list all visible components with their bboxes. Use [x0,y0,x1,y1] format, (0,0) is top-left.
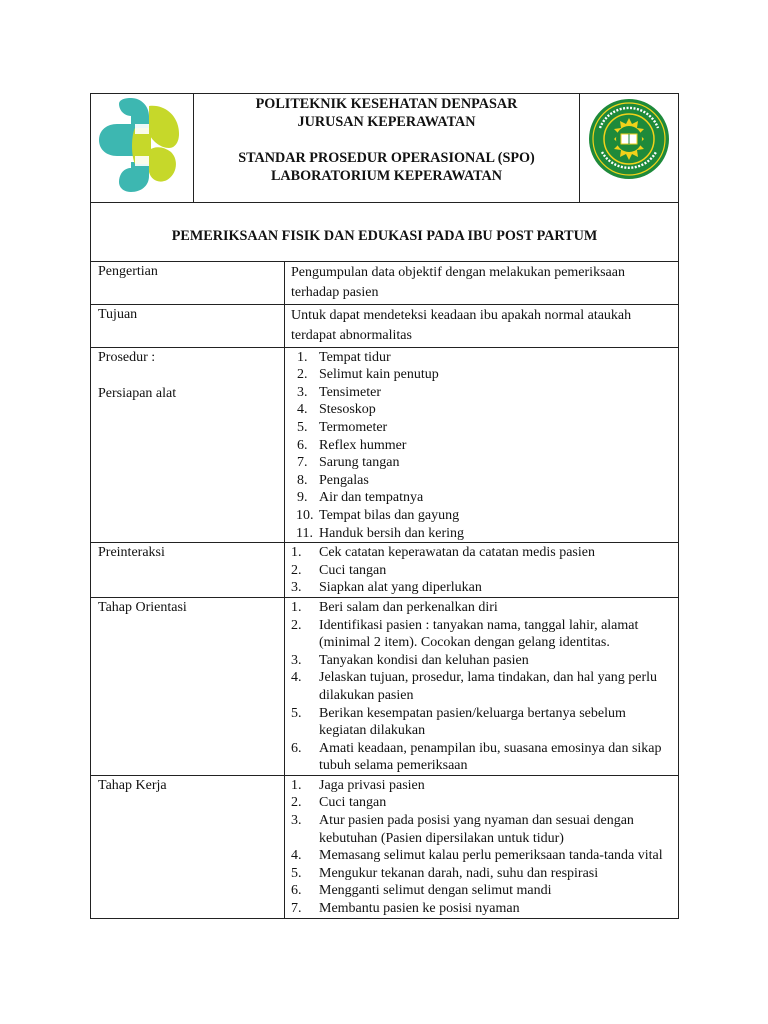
list-item [291,847,674,865]
list-item-text: Sarung tangan [319,455,400,471]
list-item [291,599,674,617]
list-item-number: 2. [291,562,302,578]
department-name: JURUSAN KEPERAWATAN [297,114,476,130]
prosedur-label: Prosedur : [98,349,156,365]
row-tujuan [91,304,679,347]
list-item-text: Cuci tangan [319,562,387,578]
list-item-number: 5. [297,420,308,435]
list-item-text: Mengukur tekanan darah, nadi, suhu dan respirasi [319,865,599,881]
list-item-text: Tensimeter [319,384,381,400]
poltekkes-seal-icon [580,94,679,201]
row-preinteraksi [91,543,679,598]
list-item-number: 1. [297,349,308,365]
preinteraksi-list [291,544,674,597]
list-item-number: 1. [291,599,302,615]
right-logo-cell [580,94,679,203]
label-preinteraksi: Preinteraksi [91,543,285,598]
list-item-text: Identifikasi pasien : tanyakan nama, tanggal lahir, alamat (minimal 2 item). Cocokan dengan gelang identitas. [319,617,639,651]
list-item-text: Amati keadaan, penampilan ibu, suasana emosinya dan sikap tubuh selama pemeriksaan [319,740,662,774]
list-item-text: Tanyakan kondisi dan keluhan pasien [319,652,529,668]
list-item-number: 4. [297,402,308,418]
list-item-text: Membantu pasien ke posisi nyaman [319,901,520,917]
list-item [291,740,674,775]
list-item [291,812,674,847]
list-item-text: Mengganti selimut dengan selimut mandi [319,883,552,899]
list-item-number: 8. [297,472,308,488]
row-pengertian [91,262,679,305]
list-item [291,489,674,507]
list-item [291,705,674,740]
list-item [291,865,674,883]
value-prosedur [285,347,679,543]
list-item-number: 6. [291,883,302,899]
list-item-text: Stesoskop [319,402,376,418]
list-item [291,617,674,652]
list-item [291,669,674,704]
list-item [291,525,674,543]
list-item [291,472,674,490]
list-item [291,437,674,455]
list-item-number: 1. [291,545,302,561]
list-item [291,579,674,597]
document-type: STANDAR PROSEDUR OPERASIONAL (SPO) [238,150,535,166]
list-item-number: 5. [291,705,302,721]
value-tujuan: Untuk dapat mendeteksi keadaan ibu apakah normal ataukah terdapat abnormalitas [285,304,679,347]
persiapan-alat-label: Persiapan alat [98,385,177,401]
list-item-number: 10. [296,507,314,523]
list-item-text: Jaga privasi pasien [319,777,425,793]
list-item-text: Air dan tempatnya [319,490,424,506]
left-logo-cell [91,94,194,203]
list-item-number: 4. [291,848,302,864]
list-item-number: 11. [296,525,313,541]
list-item-text: Cuci tangan [319,795,387,811]
list-item-number: 7. [297,455,308,471]
list-item-number: 6. [291,740,302,756]
label-orientasi: Tahap Orientasi [91,597,285,775]
list-item [291,384,674,402]
list-item-text: Jelaskan tujuan, prosedur, lama tindakan, dan hal yang perlu dilakukan pasien [319,670,658,703]
list-item-number: 2. [297,367,308,383]
list-item-number: 2. [291,617,302,633]
value-orientasi [285,597,679,775]
value-preinteraksi [285,543,679,598]
kerja-list [291,777,674,918]
list-item-text: Tempat bilas dan gayung [319,507,460,523]
label-pengertian: Pengertian [91,262,285,305]
list-item-number: 4. [291,670,302,686]
list-item-text: Cek catatan keperawatan da catatan medis pasien [319,545,595,561]
row-orientasi [91,597,679,775]
kemenkes-logo-icon [91,94,194,201]
unit-name: LABORATORIUM KEPERAWATAN [270,168,503,184]
list-item-number: 3. [291,652,302,668]
list-item-number: 3. [297,384,308,400]
orientasi-list [291,599,674,775]
row-kerja [91,775,679,918]
list-item [291,401,674,419]
list-item-number: 6. [297,437,308,453]
spo-document [90,93,678,919]
list-item [291,349,674,367]
header-text-cell [194,94,580,203]
list-item [291,507,674,525]
institution-name: POLITEKNIK KESEHATAN DENPASAR [255,96,518,112]
list-item [291,794,674,812]
list-item-number: 2. [291,795,302,811]
value-pengertian: Pengumpulan data objektif dengan melakukan pemeriksaan terhadap pasien [285,262,679,305]
equipment-list [291,349,674,543]
label-tujuan: Tujuan [91,304,285,347]
list-item-number: 5. [291,865,302,881]
list-item-text: Tempat tidur [319,349,391,365]
list-item [291,562,674,580]
list-item-text: Termometer [319,420,388,435]
list-item [291,454,674,472]
row-prosedur [91,347,679,543]
list-item [291,419,674,437]
list-item [291,544,674,562]
list-item [291,882,674,900]
list-item-number: 3. [291,580,302,596]
list-item-number: 3. [291,813,302,829]
list-item-text: Beri salam dan perkenalkan diri [319,599,498,615]
list-item-number: 9. [297,490,308,506]
list-item [291,900,674,918]
list-item-text: Pengalas [319,472,369,488]
procedure-title: PEMERIKSAAN FISIK DAN EDUKASI PADA IBU POST PARTUM [91,203,679,262]
list-item [291,366,674,384]
label-prosedur [91,347,285,543]
list-item-text: Reflex hummer [319,437,407,453]
list-item-text: Handuk bersih dan kering [319,525,465,541]
list-item-text: Memasang selimut kalau perlu pemeriksaan tanda-tanda vital [319,848,663,864]
list-item-number: 7. [291,901,302,917]
list-item [291,777,674,795]
list-item-number: 1. [291,777,302,793]
list-item-text: Atur pasien pada posisi yang nyaman dan sesuai dengan kebutuhan (Pasien dipersilakan untuk tidur) [319,813,634,846]
spo-table [90,93,679,919]
title-row [91,203,679,262]
header-row [91,94,679,203]
value-kerja [285,775,679,918]
list-item [291,652,674,670]
list-item-text: Siapkan alat yang diperlukan [319,580,482,596]
list-item-text: Berikan kesempatan pasien/keluarga bertanya sebelum kegiatan dilakukan [319,705,626,739]
list-item-text: Selimut kain penutup [319,367,439,383]
label-kerja: Tahap Kerja [91,775,285,918]
